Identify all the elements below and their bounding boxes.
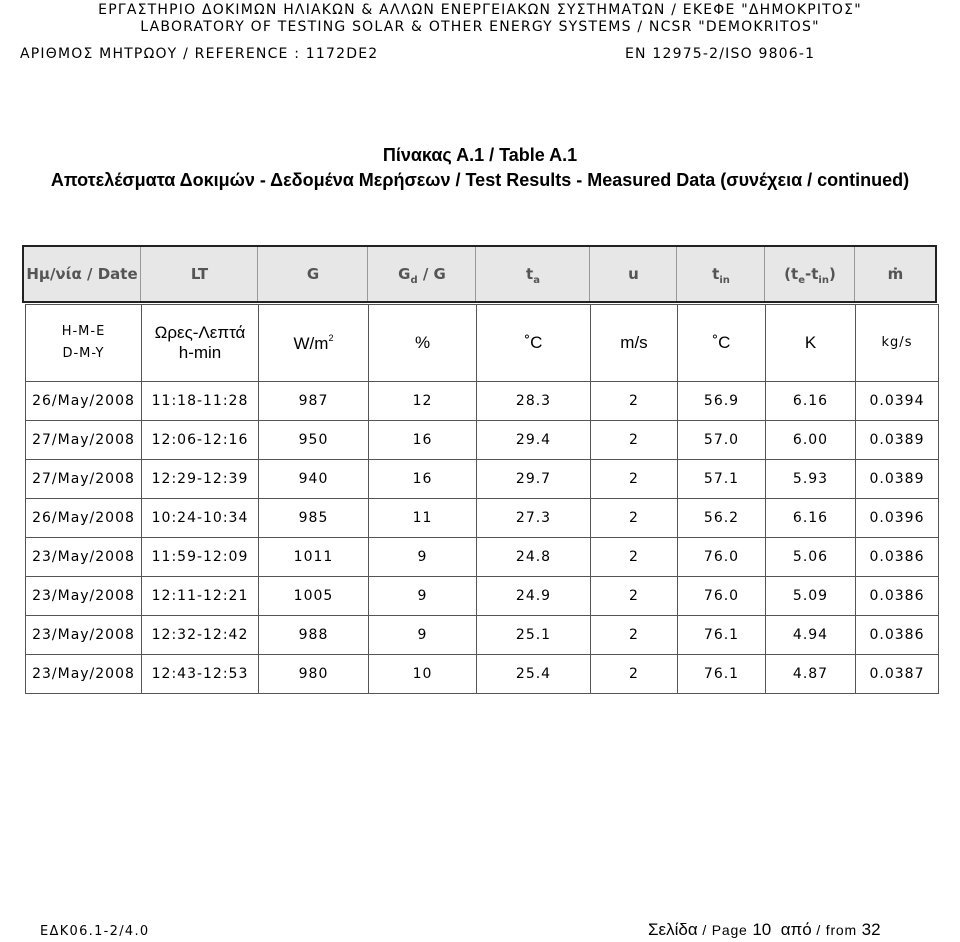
- cell-date: 26/May/2008: [26, 382, 142, 421]
- unit-lt: Ωρες-Λεπτά h-min: [142, 305, 259, 382]
- cell-u: 2: [591, 499, 678, 538]
- cell-u: 2: [591, 382, 678, 421]
- cell-ta: 28.3: [477, 382, 591, 421]
- cell-tin: 76.0: [678, 538, 766, 577]
- cell-date: 27/May/2008: [26, 421, 142, 460]
- table-row: [26, 421, 939, 460]
- cell-date: 26/May/2008: [26, 499, 142, 538]
- cell-u: 2: [591, 460, 678, 499]
- table-subtitle: Αποτελέσματα Δοκιμών - Δεδομένα Μερήσεων / Test Results - Measured Data (συνέχεια / continued): [50, 170, 910, 190]
- symbol-gd: $G_d$ / G: [367, 247, 476, 301]
- cell-gd: 9: [369, 616, 477, 655]
- page-label-greek: Σελίδα: [648, 920, 698, 939]
- table-row: [26, 616, 939, 655]
- cell-lt: 12:43-12:53: [142, 655, 259, 694]
- cell-gd: 9: [369, 538, 477, 577]
- cell-m: 0.0387: [856, 655, 939, 694]
- cell-g: 1005: [259, 577, 369, 616]
- cell-lt: 10:24-10:34: [142, 499, 259, 538]
- cell-ta: 25.4: [477, 655, 591, 694]
- cell-lt: 12:32-12:42: [142, 616, 259, 655]
- symbol-lt: LT: [140, 247, 258, 301]
- cell-g: 980: [259, 655, 369, 694]
- symbol-delta-t: $(t_e-t_{in})$: [764, 247, 855, 301]
- symbol-date: Ημ/νία / Date: [26, 265, 138, 283]
- cell-ta: 25.1: [477, 616, 591, 655]
- cell-m: 0.0389: [856, 460, 939, 499]
- unit-dt: K: [766, 305, 856, 382]
- cell-g: 987: [259, 382, 369, 421]
- cell-lt: 11:59-12:09: [142, 538, 259, 577]
- cell-lt: 11:18-11:28: [142, 382, 259, 421]
- standard-code: EN 12975-2/ISO 9806-1: [625, 46, 816, 62]
- unit-u: m/s: [591, 305, 678, 382]
- cell-dt: 6.00: [766, 421, 856, 460]
- unit-gd: %: [369, 305, 477, 382]
- cell-m: 0.0389: [856, 421, 939, 460]
- table-row: [26, 655, 939, 694]
- cell-lt: 12:06-12:16: [142, 421, 259, 460]
- cell-u: 2: [591, 655, 678, 694]
- table-row: [26, 499, 939, 538]
- cell-gd: 11: [369, 499, 477, 538]
- cell-dt: 4.87: [766, 655, 856, 694]
- cell-dt: 5.09: [766, 577, 856, 616]
- from-label-greek: από: [780, 920, 812, 939]
- table-row: [26, 577, 939, 616]
- symbol-header-strip: [22, 245, 937, 303]
- cell-lt: 12:29-12:39: [142, 460, 259, 499]
- cell-ta: 24.9: [477, 577, 591, 616]
- page-label-english: / Page: [697, 922, 753, 938]
- cell-ta: 24.8: [477, 538, 591, 577]
- symbol-tin: $t_{in}$: [676, 247, 765, 301]
- cell-m: 0.0394: [856, 382, 939, 421]
- cell-date: 23/May/2008: [26, 577, 142, 616]
- cell-m: 0.0396: [856, 499, 939, 538]
- from-label-english: / from: [811, 922, 862, 938]
- page-indicator: [648, 920, 881, 940]
- cell-g: 950: [259, 421, 369, 460]
- cell-tin: 76.0: [678, 577, 766, 616]
- cell-ta: 29.7: [477, 460, 591, 499]
- cell-g: 988: [259, 616, 369, 655]
- table-row: [26, 382, 939, 421]
- cell-tin: 76.1: [678, 616, 766, 655]
- cell-dt: 5.93: [766, 460, 856, 499]
- cell-date: 27/May/2008: [26, 460, 142, 499]
- lab-name-english: LABORATORY OF TESTING SOLAR & OTHER ENERGY SYSTEMS / NCSR "DEMOKRITOS": [140, 19, 820, 35]
- symbol-mass-flow: ṁ: [854, 247, 936, 301]
- cell-g: 940: [259, 460, 369, 499]
- page-total: 32: [861, 920, 881, 939]
- cell-dt: 6.16: [766, 499, 856, 538]
- symbol-u: u: [589, 247, 677, 301]
- cell-g: 1011: [259, 538, 369, 577]
- unit-g: $W/m^2$: [259, 305, 369, 382]
- cell-u: 2: [591, 577, 678, 616]
- page-number: 10: [752, 920, 772, 939]
- cell-gd: 12: [369, 382, 477, 421]
- cell-ta: 29.4: [477, 421, 591, 460]
- unit-m: kg/s: [856, 305, 939, 382]
- cell-tin: 57.1: [678, 460, 766, 499]
- cell-u: 2: [591, 538, 678, 577]
- cell-tin: 56.2: [678, 499, 766, 538]
- reference-number: ΑΡΙΘΜΟΣ ΜΗΤΡΩΟΥ / REFERENCE : 1172DE2: [20, 46, 379, 62]
- cell-tin: 76.1: [678, 655, 766, 694]
- cell-m: 0.0386: [856, 616, 939, 655]
- cell-u: 2: [591, 616, 678, 655]
- cell-ta: 27.3: [477, 499, 591, 538]
- cell-gd: 16: [369, 421, 477, 460]
- cell-gd: 16: [369, 460, 477, 499]
- cell-tin: 57.0: [678, 421, 766, 460]
- cell-u: 2: [591, 421, 678, 460]
- cell-date: 23/May/2008: [26, 655, 142, 694]
- units-row: [26, 305, 939, 382]
- cell-dt: 5.06: [766, 538, 856, 577]
- cell-gd: 9: [369, 577, 477, 616]
- cell-date: 23/May/2008: [26, 538, 142, 577]
- cell-m: 0.0386: [856, 577, 939, 616]
- cell-g: 985: [259, 499, 369, 538]
- cell-dt: 6.16: [766, 382, 856, 421]
- table-title: Πίνακας Α.1 / Table A.1: [382, 145, 578, 165]
- cell-tin: 56.9: [678, 382, 766, 421]
- table-row: [26, 460, 939, 499]
- unit-ta: ˚C: [477, 305, 591, 382]
- measured-data-table: [25, 304, 939, 694]
- unit-date: H-M-E D-M-Y: [26, 305, 142, 382]
- unit-tin: ˚C: [678, 305, 766, 382]
- symbol-g: G: [257, 247, 368, 301]
- lab-name-greek: ΕΡΓΑΣΤΗΡΙΟ ΔΟΚΙΜΩΝ ΗΛΙΑΚΩΝ & ΑΛΛΩΝ ΕΝΕΡΓΕΙΑΚΩΝ ΣΥΣΤΗΜΑΤΩΝ / ΕΚΕΦΕ "ΔΗΜΟΚΡΙΤΟΣ": [98, 2, 862, 18]
- table-row: [26, 538, 939, 577]
- document-code: ΕΔΚ06.1-2/4.0: [40, 924, 150, 939]
- cell-lt: 12:11-12:21: [142, 577, 259, 616]
- cell-dt: 4.94: [766, 616, 856, 655]
- cell-date: 23/May/2008: [26, 616, 142, 655]
- cell-m: 0.0386: [856, 538, 939, 577]
- cell-gd: 10: [369, 655, 477, 694]
- symbol-ta: $t_a$: [475, 247, 590, 301]
